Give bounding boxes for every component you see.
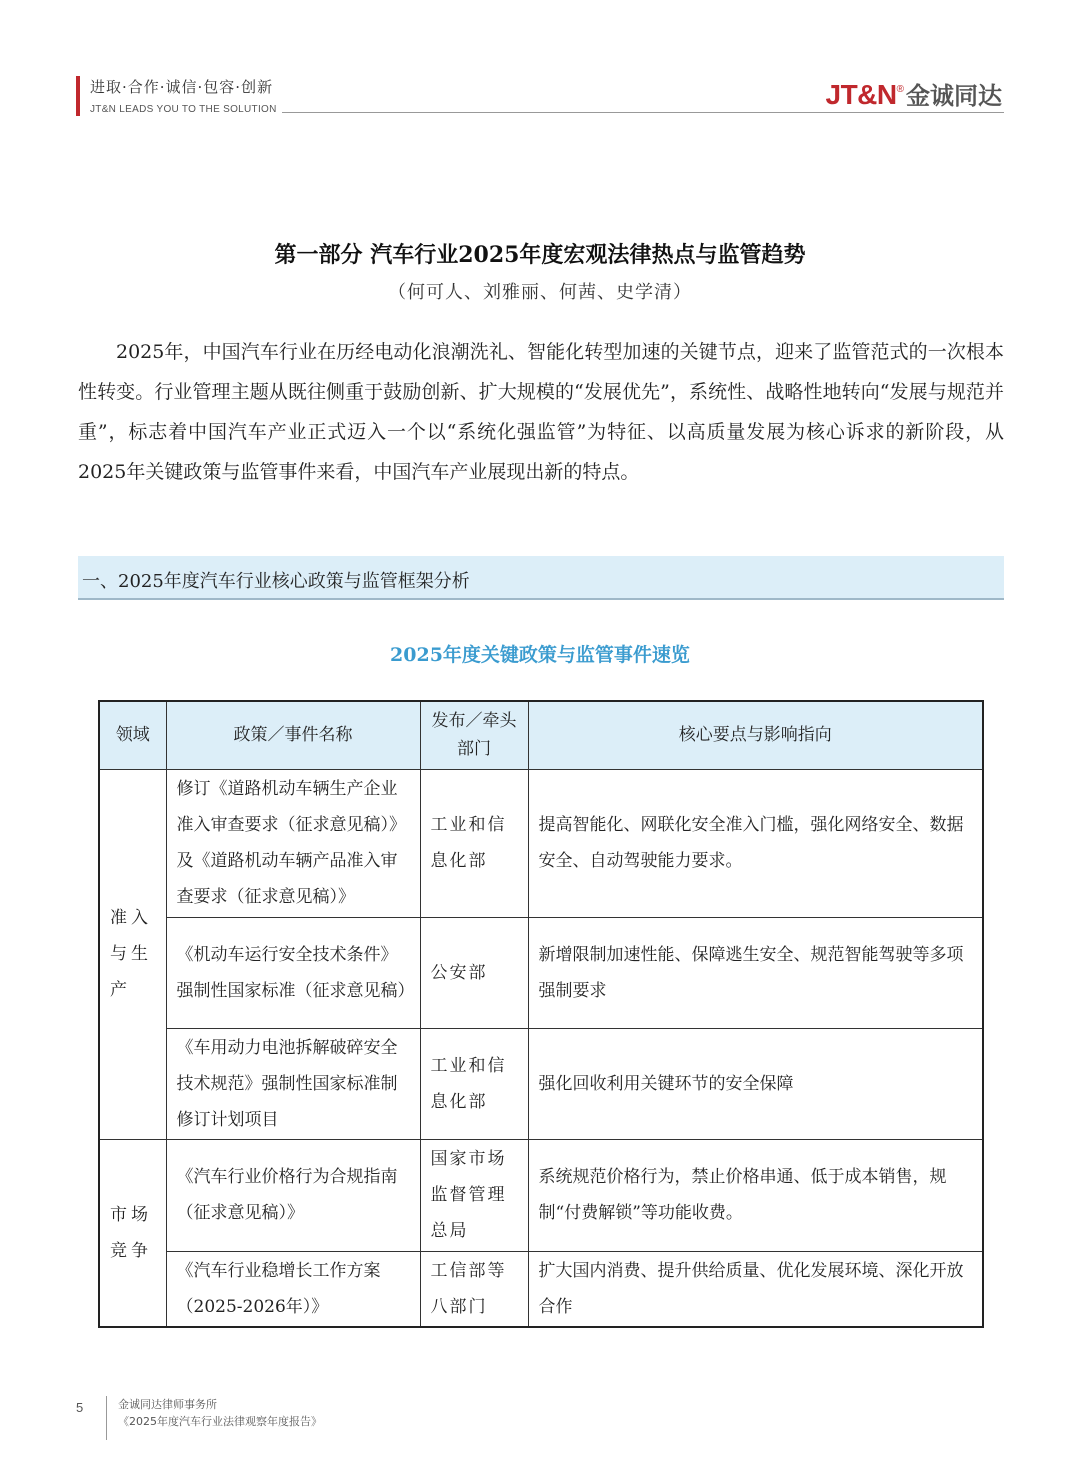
footer-rule <box>106 1396 107 1440</box>
page-title: 第一部分 汽车行业2025年度宏观法律热点与监管趋势 <box>274 242 806 268</box>
policy-table <box>98 700 984 1328</box>
policy-impact: 强化回收利用关键环节的安全保障 <box>528 1028 983 1139</box>
policy-dept: 工业和信息化部 <box>420 769 528 917</box>
table-header-row <box>99 701 983 769</box>
footer-firm: 金诚同达律师事务所 <box>118 1398 217 1411</box>
header-impact: 核心要点与影响指向 <box>528 701 983 769</box>
policy-impact: 提高智能化、网联化安全准入门槛，强化网络安全、数据安全、自动驾驶能力要求。 <box>528 769 983 917</box>
policy-dept: 工业和信息化部 <box>420 1028 528 1139</box>
policy-name: 《机动车运行安全技术条件》强制性国家标准（征求意见稿） <box>166 917 420 1028</box>
policy-name: 修订《道路机动车辆生产企业准入审查要求（征求意见稿）》及《道路机动车辆产品准入审查要求（征求意见稿）》 <box>166 769 420 917</box>
header-dept: 发布／牵头部门 <box>420 701 528 769</box>
firm-logo <box>826 76 1003 111</box>
policy-dept: 工信部等八部门 <box>420 1251 528 1327</box>
policy-name: 《汽车行业稳增长工作方案（2025-2026年）》 <box>166 1251 420 1327</box>
policy-name: 《车用动力电池拆解破碎安全技术规范》强制性国家标准制修订计划项目 <box>166 1028 420 1139</box>
section-heading-bar <box>78 556 1004 600</box>
table-row <box>99 1139 983 1251</box>
page-number: 5 <box>76 1400 84 1415</box>
table-row <box>99 769 983 917</box>
table-row <box>99 917 983 1028</box>
policy-impact: 系统规范价格行为，禁止价格串通、低于成本销售，规制“付费解锁”等功能收费。 <box>528 1139 983 1251</box>
header-area: 领域 <box>99 701 166 769</box>
logo-registered: ® <box>896 84 904 95</box>
table-row <box>99 1251 983 1327</box>
authors: （何可人、刘雅丽、何茜、史学清） <box>388 282 692 303</box>
header-rule <box>282 112 1004 113</box>
logo-mark: JT&N <box>825 79 897 110</box>
policy-impact: 扩大国内消费、提升供给质量、优化发展环境、深化开放合作 <box>528 1251 983 1327</box>
policy-impact: 新增限制加速性能、保障逃生安全、规范智能驾驶等多项强制要求 <box>528 917 983 1028</box>
table-row <box>99 1028 983 1139</box>
footer-report-title: 《2025年度汽车行业法律观察年度报告》 <box>118 1415 322 1428</box>
intro-paragraph: 2025年，中国汽车行业在历经电动化浪潮洗礼、智能化转型加速的关键节点，迎来了监管范式的一次根本性转变。行业管理主题从既往侧重于鼓励创新、扩大规模的“发展优先”，系统性、战略性地转向“发展与规范并重”，标志着中国汽车产业正式迈入一个以“系统化强监管”为特征、以高质量发展为核心诉求的新阶段，从2025年关键政策与监管事件来看，中国汽车产业展现出新的特点。 <box>78 341 1004 483</box>
area-production: 准入与生产 <box>99 769 166 1139</box>
header-tagline: JT&N LEADS YOU TO THE SOLUTION <box>90 104 277 115</box>
policy-dept: 公安部 <box>420 917 528 1028</box>
section-heading: 一、2025年度汽车行业核心政策与监管框架分析 <box>82 571 470 592</box>
logo-chinese-name: 金诚同达 <box>906 82 1002 110</box>
area-market: 市场竞争 <box>99 1139 166 1327</box>
header-name: 政策／事件名称 <box>166 701 420 769</box>
header-motto: 进取·合作·诚信·包容·创新 <box>90 78 274 96</box>
policy-name: 《汽车行业价格行为合规指南（征求意见稿）》 <box>166 1139 420 1251</box>
policy-dept: 国家市场监督管理总局 <box>420 1139 528 1251</box>
table-caption: 2025年度关键政策与监管事件速览 <box>390 644 690 666</box>
header-accent-bar <box>76 76 80 116</box>
